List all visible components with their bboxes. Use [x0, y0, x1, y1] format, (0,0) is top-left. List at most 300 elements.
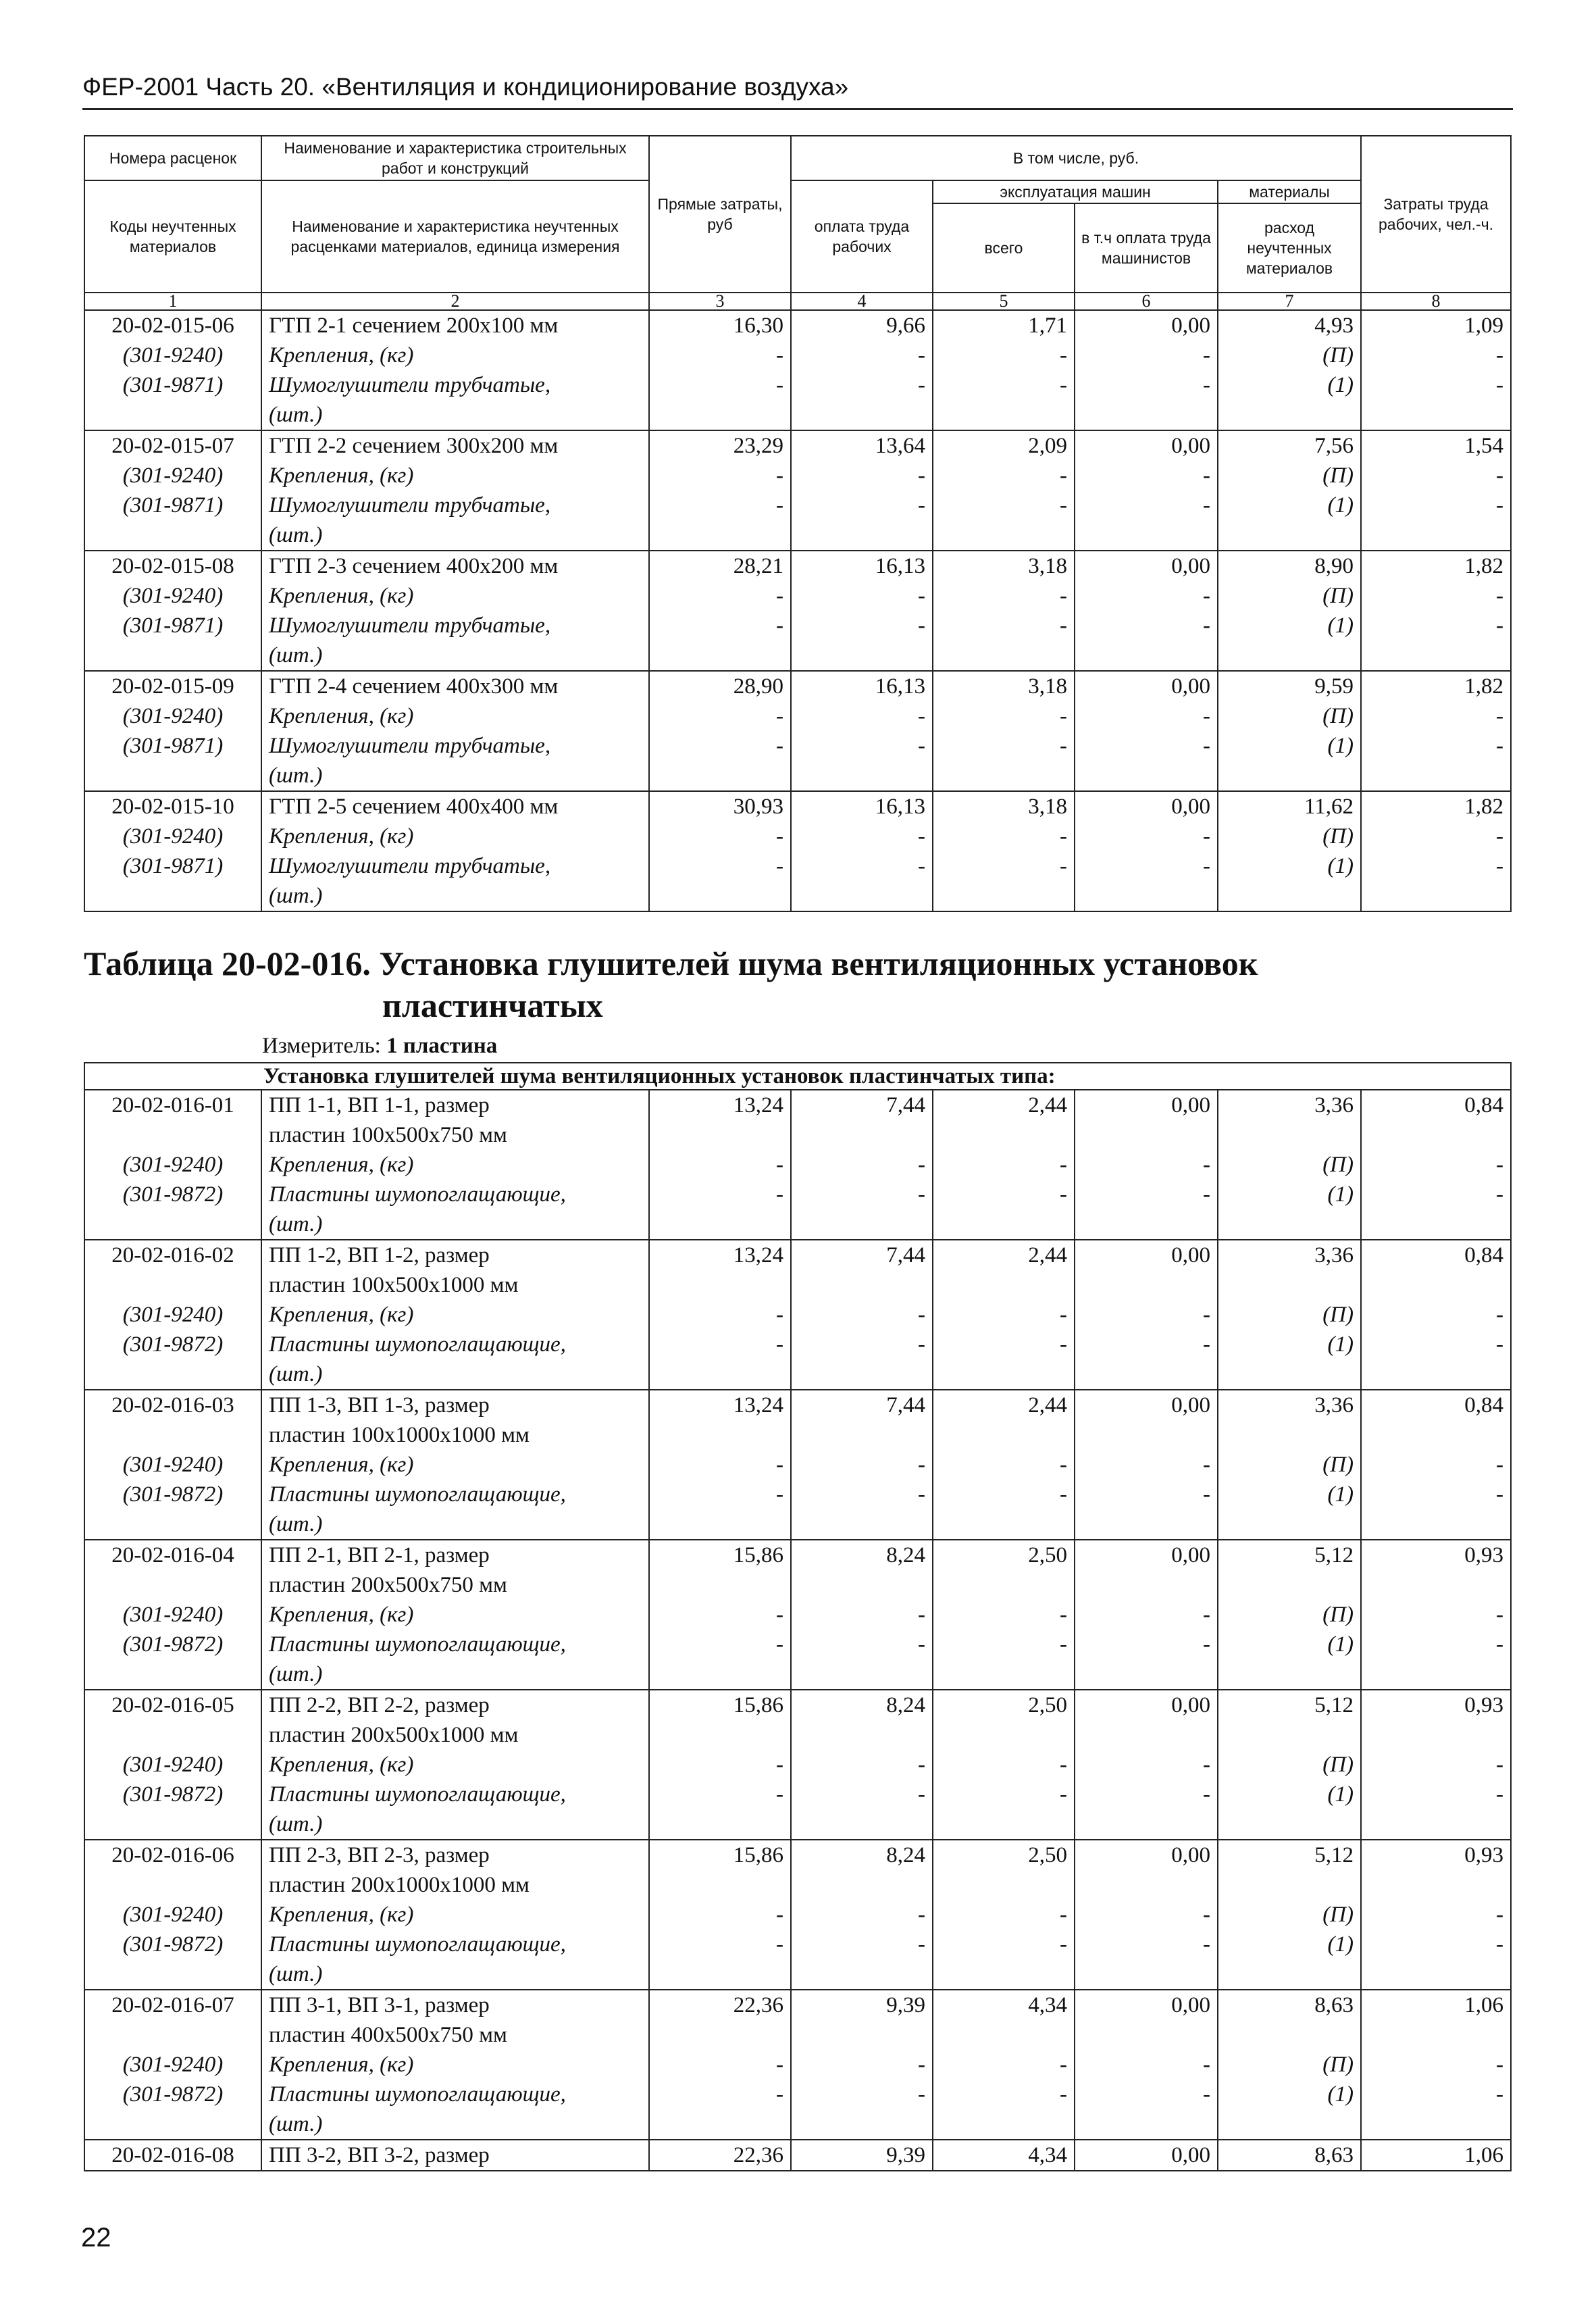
material-quantity: (П): [1218, 581, 1361, 611]
empty-cell: [933, 1959, 1075, 1990]
material-quantity: (1): [1218, 370, 1361, 400]
dash-cell: -: [791, 1450, 933, 1480]
empty-cell: [1361, 2109, 1511, 2140]
empty-cell: [1361, 1270, 1511, 1300]
direct-costs: 15,86: [649, 1540, 791, 1570]
material-costs: 7,56: [1218, 430, 1361, 461]
name-continuation: пластин 100х500х750 мм: [261, 1120, 649, 1150]
rate-code: 20-02-016-08: [84, 2140, 261, 2171]
dash-cell: -: [791, 822, 933, 851]
empty-cell: [84, 1809, 261, 1840]
material-costs: 8,63: [1218, 1990, 1361, 2020]
dash-cell: -: [933, 1150, 1075, 1180]
material-quantity: (1): [1218, 491, 1361, 520]
empty-cell: [791, 1270, 933, 1300]
material-name: Крепления, (кг): [261, 461, 649, 491]
empty-cell: [84, 1270, 261, 1300]
material-row: [84, 1480, 1511, 1509]
rate-code: 20-02-015-06: [84, 310, 261, 341]
labor-hours: 1,82: [1361, 551, 1511, 581]
material-code: (301-9871): [84, 370, 261, 400]
work-name: ГТП 2-1 сечением 200х100 мм: [261, 310, 649, 341]
name-continuation: пластин 200х500х750 мм: [261, 1570, 649, 1600]
material-costs: 8,63: [1218, 2140, 1361, 2171]
worker-pay: 9,66: [791, 310, 933, 341]
material-row: [84, 2050, 1511, 2080]
material-name: Пластины шумопоглащающие,: [261, 2080, 649, 2109]
material-quantity: (П): [1218, 461, 1361, 491]
dash-cell: -: [791, 1600, 933, 1630]
material-row: [84, 400, 1511, 430]
operator-pay: 0,00: [1075, 1540, 1218, 1570]
material-row: [84, 341, 1511, 370]
empty-cell: [1075, 2109, 1218, 2140]
operator-pay: 0,00: [1075, 1390, 1218, 1420]
dash-cell: -: [1075, 731, 1218, 761]
dash-cell: -: [1361, 1450, 1511, 1480]
material-quantity: (П): [1218, 2050, 1361, 2080]
dash-cell: -: [1361, 1300, 1511, 1330]
worker-pay: 8,24: [791, 1840, 933, 1870]
material-code: (301-9240): [84, 1450, 261, 1480]
empty-cell: [84, 2020, 261, 2050]
dash-cell: -: [649, 731, 791, 761]
table-title-line-2: пластинчатых: [382, 986, 603, 1024]
material-row: [84, 2109, 1511, 2140]
name-continuation: пластин 100х1000х1000 мм: [261, 1420, 649, 1450]
header-machines-total: всего: [933, 203, 1075, 293]
worker-pay: 7,44: [791, 1240, 933, 1270]
material-code: (301-9240): [84, 1600, 261, 1630]
material-name: Крепления, (кг): [261, 822, 649, 851]
empty-cell: [1218, 881, 1361, 911]
rate-code: 20-02-016-05: [84, 1690, 261, 1720]
dash-cell: -: [1075, 1450, 1218, 1480]
column-number: 6: [1075, 293, 1218, 310]
material-name: Крепления, (кг): [261, 341, 649, 370]
work-name: ПП 2-2, ВП 2-2, размер: [261, 1690, 649, 1720]
rate-row: [84, 1690, 1511, 1720]
empty-cell: [933, 1209, 1075, 1240]
empty-cell: [84, 761, 261, 791]
material-row: [84, 611, 1511, 640]
material-quantity: (1): [1218, 731, 1361, 761]
empty-cell: [84, 1720, 261, 1750]
labor-hours: 1,06: [1361, 2140, 1511, 2171]
dash-cell: -: [649, 1300, 791, 1330]
empty-cell: [791, 1420, 933, 1450]
rate-code: 20-02-016-07: [84, 1990, 261, 2020]
dash-cell: -: [1361, 1780, 1511, 1809]
empty-cell: [1218, 2109, 1361, 2140]
material-quantity: (1): [1218, 1930, 1361, 1959]
material-quantity: (1): [1218, 1330, 1361, 1359]
section-heading: Установка глушителей шума вентиляционных установок пластинчатых типа:: [84, 1063, 1511, 1090]
rate-row: [84, 671, 1511, 701]
empty-cell: [649, 1209, 791, 1240]
material-name: Шумоглушители трубчатые,: [261, 851, 649, 881]
direct-costs: 15,86: [649, 1690, 791, 1720]
material-code: (301-9240): [84, 1300, 261, 1330]
material-quantity: (1): [1218, 1780, 1361, 1809]
empty-cell: [1361, 1809, 1511, 1840]
empty-cell: [649, 1359, 791, 1390]
empty-cell: [791, 1720, 933, 1750]
material-quantity: (1): [1218, 1180, 1361, 1209]
machines-total: 2,44: [933, 1090, 1075, 1120]
empty-cell: [1218, 2020, 1361, 2050]
work-name: ПП 3-1, ВП 3-1, размер: [261, 1990, 649, 2020]
material-quantity: (П): [1218, 341, 1361, 370]
material-name: Пластины шумопоглащающие,: [261, 1630, 649, 1659]
material-costs: 8,90: [1218, 551, 1361, 581]
dash-cell: -: [933, 491, 1075, 520]
rate-code: 20-02-015-07: [84, 430, 261, 461]
empty-cell: [1218, 1359, 1361, 1390]
machines-total: 4,34: [933, 2140, 1075, 2171]
header-material-consumption: расход неучтенных материалов: [1218, 203, 1361, 293]
empty-cell: [1075, 1270, 1218, 1300]
name-continuation: (шт.): [261, 1509, 649, 1540]
operator-pay: 0,00: [1075, 2140, 1218, 2171]
rate-row: [84, 310, 1511, 341]
name-continuation: (шт.): [261, 1209, 649, 1240]
machines-total: 2,50: [933, 1690, 1075, 1720]
material-code: (301-9872): [84, 2080, 261, 2109]
machines-total: 2,44: [933, 1240, 1075, 1270]
dash-cell: -: [1361, 1750, 1511, 1780]
material-name: Пластины шумопоглащающие,: [261, 1480, 649, 1509]
empty-cell: [1361, 1720, 1511, 1750]
work-name: ПП 1-3, ВП 1-3, размер: [261, 1390, 649, 1420]
empty-cell: [791, 1359, 933, 1390]
dash-cell: -: [649, 1180, 791, 1209]
material-quantity: (1): [1218, 851, 1361, 881]
empty-cell: [1075, 881, 1218, 911]
machines-total: 2,09: [933, 430, 1075, 461]
name-continuation: (шт.): [261, 881, 649, 911]
rate-code: 20-02-016-02: [84, 1240, 261, 1270]
machines-total: 2,50: [933, 1540, 1075, 1570]
empty-cell: [933, 1659, 1075, 1690]
material-code: (301-9871): [84, 611, 261, 640]
dash-cell: -: [1075, 2050, 1218, 2080]
empty-cell: [791, 1959, 933, 1990]
material-name: Крепления, (кг): [261, 1600, 649, 1630]
dash-cell: -: [933, 341, 1075, 370]
table-20-02-016-title: [84, 942, 1258, 1026]
material-quantity: (П): [1218, 1600, 1361, 1630]
dash-cell: -: [1361, 370, 1511, 400]
direct-costs: 16,30: [649, 310, 791, 341]
dash-cell: -: [649, 341, 791, 370]
name-continuation: (шт.): [261, 1809, 649, 1840]
empty-cell: [791, 2109, 933, 2140]
empty-cell: [791, 761, 933, 791]
material-name: Крепления, (кг): [261, 1150, 649, 1180]
dash-cell: -: [1075, 1630, 1218, 1659]
dash-cell: -: [1361, 731, 1511, 761]
dash-cell: -: [933, 1180, 1075, 1209]
dash-cell: -: [649, 1930, 791, 1959]
machines-total: 4,34: [933, 1990, 1075, 2020]
material-name: Пластины шумопоглащающие,: [261, 1930, 649, 1959]
direct-costs: 22,36: [649, 2140, 791, 2171]
material-code: (301-9240): [84, 461, 261, 491]
dash-cell: -: [933, 2050, 1075, 2080]
empty-cell: [933, 640, 1075, 671]
worker-pay: 7,44: [791, 1090, 933, 1120]
material-code: (301-9240): [84, 701, 261, 731]
empty-cell: [1075, 761, 1218, 791]
dash-cell: -: [1075, 1750, 1218, 1780]
dash-cell: -: [791, 370, 933, 400]
dash-cell: -: [791, 491, 933, 520]
empty-cell: [649, 640, 791, 671]
material-costs: 3,36: [1218, 1390, 1361, 1420]
operator-pay: 0,00: [1075, 1990, 1218, 2020]
dash-cell: -: [1361, 491, 1511, 520]
empty-cell: [1218, 1659, 1361, 1690]
price-table-1: [84, 135, 1512, 912]
empty-cell: [649, 1720, 791, 1750]
empty-cell: [649, 1509, 791, 1540]
direct-costs: 23,29: [649, 430, 791, 461]
dash-cell: -: [1075, 1930, 1218, 1959]
empty-cell: [649, 2020, 791, 2050]
empty-cell: [791, 640, 933, 671]
dash-cell: -: [791, 731, 933, 761]
worker-pay: 8,24: [791, 1540, 933, 1570]
material-row: [84, 851, 1511, 881]
worker-pay: 8,24: [791, 1690, 933, 1720]
dash-cell: -: [933, 581, 1075, 611]
dash-cell: -: [649, 1780, 791, 1809]
dash-cell: -: [649, 701, 791, 731]
material-name: Крепления, (кг): [261, 1450, 649, 1480]
dash-cell: -: [649, 491, 791, 520]
dash-cell: -: [791, 2080, 933, 2109]
empty-cell: [84, 1420, 261, 1450]
empty-cell: [1361, 1420, 1511, 1450]
material-code: (301-9871): [84, 851, 261, 881]
rate-row: [84, 1540, 1511, 1570]
dash-cell: -: [791, 1150, 933, 1180]
operator-pay: 0,00: [1075, 1090, 1218, 1120]
rate-code: 20-02-015-09: [84, 671, 261, 701]
dash-cell: -: [1361, 1600, 1511, 1630]
dash-cell: -: [1075, 1600, 1218, 1630]
dash-cell: -: [649, 1330, 791, 1359]
material-row: [84, 1959, 1511, 1990]
material-quantity: (П): [1218, 1750, 1361, 1780]
rate-code: 20-02-015-10: [84, 791, 261, 822]
machines-total: 2,50: [933, 1840, 1075, 1870]
material-name: Шумоглушители трубчатые,: [261, 611, 649, 640]
dash-cell: -: [1361, 1900, 1511, 1930]
dash-cell: -: [933, 1600, 1075, 1630]
material-code: (301-9872): [84, 1630, 261, 1659]
empty-cell: [1218, 640, 1361, 671]
rate-code: 20-02-015-08: [84, 551, 261, 581]
direct-costs: 28,90: [649, 671, 791, 701]
operator-pay: 0,00: [1075, 791, 1218, 822]
dash-cell: -: [933, 701, 1075, 731]
material-costs: 5,12: [1218, 1840, 1361, 1870]
dash-cell: -: [1075, 370, 1218, 400]
material-row: [84, 731, 1511, 761]
empty-cell: [791, 520, 933, 551]
empty-cell: [649, 520, 791, 551]
empty-cell: [1361, 520, 1511, 551]
machines-total: 3,18: [933, 671, 1075, 701]
rate-row: [84, 1990, 1511, 2020]
rate-code: 20-02-016-04: [84, 1540, 261, 1570]
empty-cell: [791, 400, 933, 430]
name-continuation: пластин 400х500х750 мм: [261, 2020, 649, 2050]
material-name: Шумоглушители трубчатые,: [261, 370, 649, 400]
direct-costs: 28,21: [649, 551, 791, 581]
empty-cell: [933, 1509, 1075, 1540]
work-name: ПП 2-3, ВП 2-3, размер: [261, 1840, 649, 1870]
column-number: 2: [261, 293, 649, 310]
page-title: ФЕР-2001 Часть 20. «Вентиляция и кондиционирование воздуха»: [82, 73, 849, 101]
operator-pay: 0,00: [1075, 1240, 1218, 1270]
material-costs: 3,36: [1218, 1240, 1361, 1270]
dash-cell: -: [791, 851, 933, 881]
empty-cell: [649, 1270, 791, 1300]
work-name: ГТП 2-2 сечением 300х200 мм: [261, 430, 649, 461]
dash-cell: -: [933, 1780, 1075, 1809]
dash-cell: -: [1075, 1900, 1218, 1930]
material-name: Крепления, (кг): [261, 1900, 649, 1930]
dash-cell: -: [1361, 1150, 1511, 1180]
header-direct-costs: Прямые затраты, руб: [649, 136, 791, 293]
name-continuation: (шт.): [261, 1359, 649, 1390]
dash-cell: -: [649, 1750, 791, 1780]
empty-cell: [933, 1420, 1075, 1450]
empty-cell: [791, 1570, 933, 1600]
empty-cell: [1361, 761, 1511, 791]
material-row: [84, 822, 1511, 851]
empty-cell: [933, 1809, 1075, 1840]
material-name: Крепления, (кг): [261, 1750, 649, 1780]
operator-pay: 0,00: [1075, 551, 1218, 581]
operator-pay: 0,00: [1075, 310, 1218, 341]
empty-cell: [84, 640, 261, 671]
empty-cell: [649, 400, 791, 430]
material-row: [84, 1359, 1511, 1390]
rate-row: [84, 791, 1511, 822]
material-code: (301-9240): [84, 1900, 261, 1930]
dash-cell: -: [933, 1900, 1075, 1930]
dash-cell: -: [649, 581, 791, 611]
material-costs: 5,12: [1218, 1540, 1361, 1570]
material-row: [84, 1750, 1511, 1780]
dash-cell: -: [933, 2080, 1075, 2109]
dash-cell: -: [1361, 341, 1511, 370]
header-labor-hours: Затраты труда рабочих, чел.-ч.: [1361, 136, 1511, 293]
column-number: 1: [84, 293, 261, 310]
material-code: (301-9872): [84, 1930, 261, 1959]
material-costs: 11,62: [1218, 791, 1361, 822]
worker-pay: 9,39: [791, 2140, 933, 2171]
empty-cell: [1075, 1209, 1218, 1240]
dash-cell: -: [1361, 581, 1511, 611]
empty-cell: [1075, 2020, 1218, 2050]
price-table-2: [84, 1062, 1512, 2171]
empty-cell: [791, 1870, 933, 1900]
dash-cell: -: [1361, 1630, 1511, 1659]
table-title-line-1: Таблица 20-02-016. Установка глушителей шума вентиляционных установок: [84, 945, 1258, 982]
rate-row: [84, 1840, 1511, 1870]
material-quantity: (П): [1218, 1900, 1361, 1930]
dash-cell: -: [791, 1750, 933, 1780]
material-row: [84, 640, 1511, 671]
dash-cell: -: [1361, 822, 1511, 851]
dash-cell: -: [933, 1300, 1075, 1330]
empty-cell: [649, 761, 791, 791]
dash-cell: -: [1361, 611, 1511, 640]
dash-cell: -: [791, 1780, 933, 1809]
material-row: [84, 1509, 1511, 1540]
dash-cell: -: [649, 1630, 791, 1659]
dash-cell: -: [1075, 1330, 1218, 1359]
column-number: 8: [1361, 293, 1511, 310]
empty-cell: [791, 1209, 933, 1240]
material-row: [84, 520, 1511, 551]
empty-cell: [1218, 1270, 1361, 1300]
empty-cell: [1075, 1509, 1218, 1540]
dash-cell: -: [649, 461, 791, 491]
header-machines: эксплуатация машин: [933, 180, 1218, 203]
material-code: (301-9240): [84, 341, 261, 370]
work-name: ГТП 2-3 сечением 400х200 мм: [261, 551, 649, 581]
name-continuation: пластин 100х500х1000 мм: [261, 1270, 649, 1300]
empty-cell: [1361, 881, 1511, 911]
empty-cell: [1361, 1209, 1511, 1240]
material-row: [84, 1120, 1511, 1150]
column-number: 4: [791, 293, 933, 310]
material-name: Пластины шумопоглащающие,: [261, 1180, 649, 1209]
name-continuation: пластин 200х1000х1000 мм: [261, 1870, 649, 1900]
dash-cell: -: [1075, 1780, 1218, 1809]
dash-cell: -: [1361, 461, 1511, 491]
material-row: [84, 701, 1511, 731]
material-quantity: (П): [1218, 1300, 1361, 1330]
rate-row: [84, 551, 1511, 581]
dash-cell: -: [1075, 491, 1218, 520]
material-costs: 5,12: [1218, 1690, 1361, 1720]
material-row: [84, 1150, 1511, 1180]
name-continuation: (шт.): [261, 1959, 649, 1990]
material-name: Пластины шумопоглащающие,: [261, 1780, 649, 1809]
worker-pay: 16,13: [791, 791, 933, 822]
material-row: [84, 1809, 1511, 1840]
material-row: [84, 491, 1511, 520]
dash-cell: -: [1075, 851, 1218, 881]
dash-cell: -: [1075, 611, 1218, 640]
material-name: Шумоглушители трубчатые,: [261, 731, 649, 761]
material-row: [84, 1930, 1511, 1959]
empty-cell: [84, 400, 261, 430]
material-costs: 9,59: [1218, 671, 1361, 701]
measurement-unit: [262, 1034, 497, 1059]
dash-cell: -: [649, 1480, 791, 1509]
dash-cell: -: [1361, 1180, 1511, 1209]
rate-row: [84, 1240, 1511, 1270]
dash-cell: -: [649, 1150, 791, 1180]
